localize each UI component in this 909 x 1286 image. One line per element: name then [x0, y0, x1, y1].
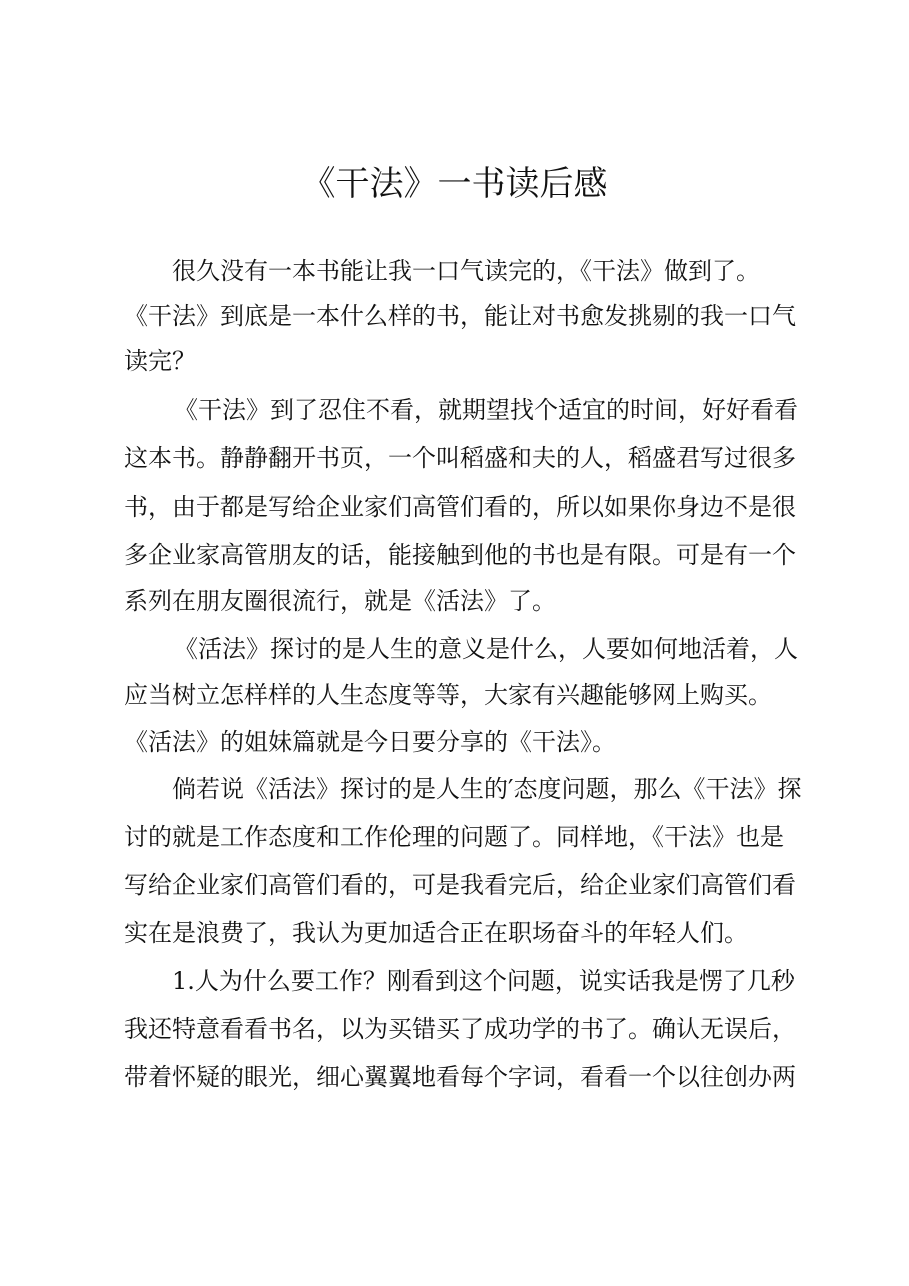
text-line: 倘若说《活法》探讨的是人生的′态度问题，那么《干法》探 [172, 775, 802, 803]
text-line: 1.人为什么要工作？刚看到这个问题，说实话我是愣了几秒 [172, 967, 795, 995]
text-line: 《活法》的姐妹篇就是今日要分享的《干法》。 [124, 728, 616, 756]
text-line: 系列在朋友圈很流行，就是《活法》了。 [124, 587, 556, 615]
text-line: 实在是浪费了，我认为更加适合正在职场奋斗的年轻人们。 [124, 919, 748, 947]
text-line: 《活法》探讨的是人生的意义是什么，人要如何地活着，人 [174, 635, 798, 663]
text-line: 写给企业家们高管们看的，可是我看完后，给企业家们高管们看 [124, 871, 796, 899]
text-line: 这本书。静静翻开书页，一个叫稻盛和夫的人，稻盛君写过很多 [124, 444, 796, 472]
text-line: 应当树立怎样样的人生态度等等，大家有兴趣能够网上购买。 [124, 681, 772, 709]
text-line: 《干法》到了忍住不看，就期望找个适宜的时间，好好看看 [174, 396, 798, 424]
text-line: 读完？ [124, 347, 196, 375]
text-line: 《干法》到底是一本什么样的书，能让对书愈发挑剔的我一口气 [124, 302, 796, 330]
document-title: 《干法》一书读后感 [301, 164, 608, 204]
text-line: 多企业家高管朋友的话，能接触到他的书也是有限。可是有一个 [124, 541, 796, 569]
text-line: 带着怀疑的眼光，细心翼翼地看每个字词，看看一个以往创办两 [124, 1063, 796, 1091]
text-line: 我还特意看看书名，以为买错买了成功学的书了。确认无误后， [124, 1015, 796, 1043]
text-line: 书，由于都是写给企业家们高管们看的，所以如果你身边不是很 [124, 493, 796, 521]
text-line: 很久没有一本书能让我一口气读完的，《干法》做到了。 [172, 257, 760, 285]
text-line: 讨的就是工作态度和工作伦理的问题了。同样地，《干法》也是 [124, 823, 784, 851]
